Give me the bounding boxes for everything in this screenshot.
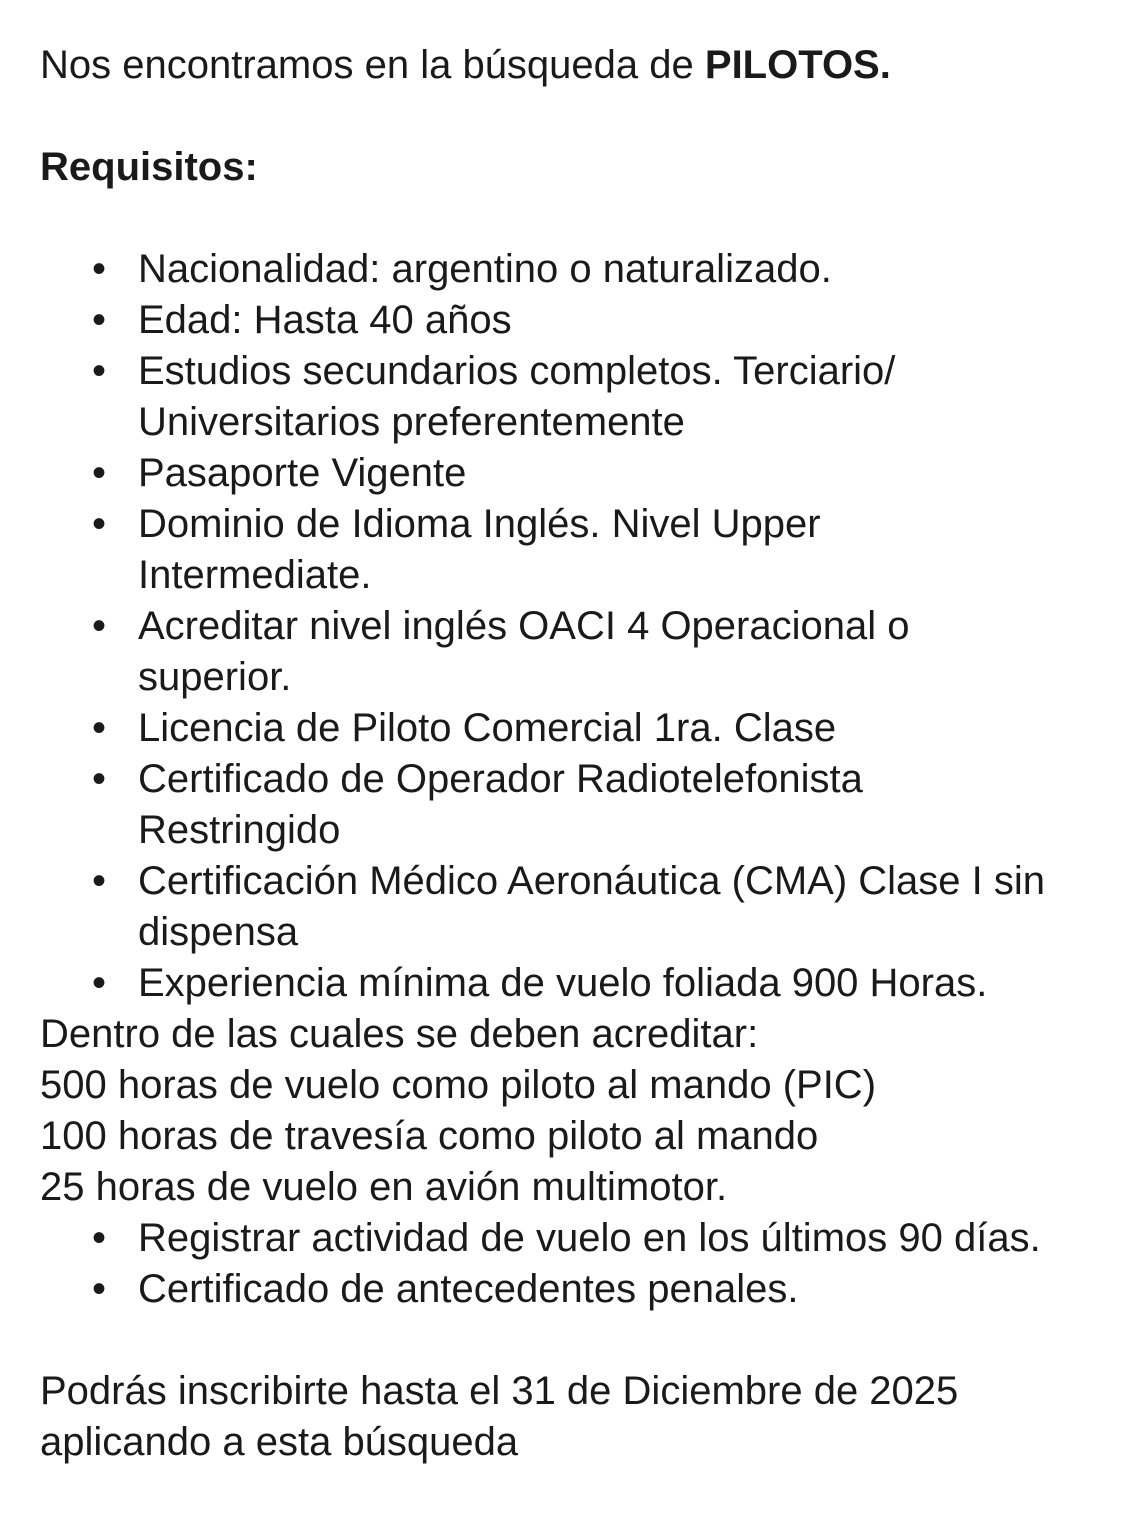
- list-item: [40, 601, 1018, 703]
- bullet-icon: •: [92, 451, 107, 495]
- bullet-icon: •: [92, 859, 107, 903]
- spacer: [40, 91, 1100, 142]
- list-item-text: Dominio de Idioma Inglés. Nivel Upper Intermediate.: [138, 502, 821, 597]
- list-item: [40, 754, 998, 856]
- bullet-icon: •: [92, 757, 107, 801]
- list-item: [40, 958, 1100, 1009]
- bullet-icon: •: [92, 502, 107, 546]
- job-post: [40, 40, 1100, 1468]
- list-item-text: Estudios secundarios completos. Terciario/ Universitarios preferentemente: [138, 349, 896, 444]
- closing-line: aplicando a esta búsqueda: [40, 1420, 519, 1464]
- list-item: [40, 856, 1138, 958]
- experience-detail-line: 100 horas de travesía como piloto al mando: [40, 1114, 819, 1158]
- list-item-text: Licencia de Piloto Comercial 1ra. Clase: [138, 706, 837, 750]
- bullet-icon: •: [92, 706, 107, 750]
- list-item-text: Pasaporte Vigente: [138, 451, 467, 495]
- list-item-text: Acreditar nivel inglés OACI 4 Operacional o superior.: [138, 604, 910, 699]
- intro-text: Nos encontramos en la búsqueda de: [40, 43, 705, 87]
- bullet-icon: •: [92, 349, 107, 393]
- list-item-text: Registrar actividad de vuelo en los últimos 90 días.: [138, 1216, 1041, 1260]
- list-item-text: Edad: Hasta 40 años: [138, 298, 512, 342]
- bullet-icon: •: [92, 247, 107, 291]
- spacer: [40, 1315, 1100, 1366]
- requirements-title: Requisitos:: [40, 145, 258, 189]
- list-item-text: Certificación Médico Aeronáutica (CMA) Clase I sin dispensa: [138, 859, 1046, 954]
- spacer: [40, 193, 1100, 244]
- requirements-list-b: [40, 1213, 1100, 1315]
- list-item: [40, 295, 1100, 346]
- bullet-icon: •: [92, 1216, 107, 1260]
- list-item: [40, 448, 1100, 499]
- bullet-icon: •: [92, 961, 107, 1005]
- intro-line: [40, 40, 1100, 91]
- list-item: [40, 1213, 1138, 1264]
- requirements-list-a: [40, 244, 1100, 1009]
- list-item-text: Certificado de antecedentes penales.: [138, 1267, 799, 1311]
- list-item: [40, 499, 918, 601]
- closing-line: Podrás inscribirte hasta el 31 de Diciembre de 2025: [40, 1369, 959, 1413]
- list-item: [40, 244, 1100, 295]
- bullet-icon: •: [92, 298, 107, 342]
- experience-detail-line: Dentro de las cuales se deben acreditar:: [40, 1012, 759, 1056]
- list-item-text: Experiencia mínima de vuelo foliada 900 Horas.: [138, 961, 988, 1005]
- list-item-text: Nacionalidad: argentino o naturalizado.: [138, 247, 832, 291]
- bullet-icon: •: [92, 604, 107, 648]
- list-item: [40, 703, 1100, 754]
- bullet-icon: •: [92, 1267, 107, 1311]
- intro-highlight: PILOTOS.: [704, 43, 891, 87]
- experience-detail-line: 500 horas de vuelo como piloto al mando (PIC): [40, 1063, 877, 1107]
- list-item: [40, 1264, 1100, 1315]
- experience-detail-line: 25 horas de vuelo en avión multimotor.: [40, 1165, 728, 1209]
- list-item-text: Certificado de Operador Radiotelefonista Restringido: [138, 757, 863, 852]
- list-item: [40, 346, 998, 448]
